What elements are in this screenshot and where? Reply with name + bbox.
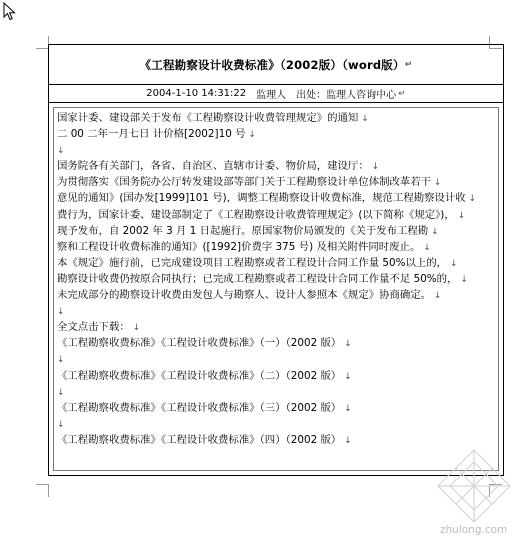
paragraph-mark: ↓ [341, 403, 352, 414]
body-line-text: 察和工程设计收费标准的通知》([1992]价费字 375 号) 及相关附件同时废止。 [57, 240, 421, 253]
crop-mark [36, 484, 49, 497]
body-line-text: 国务院各有关部门，各省、自治区、直辖市计委、物价局，建设厅： [57, 160, 369, 173]
document-table [48, 44, 504, 476]
blank-line [57, 416, 493, 432]
download-link[interactable] [57, 400, 493, 416]
body-line-text: 国家计委、建设部关于发布《工程勘察设计收费管理规定》的通知 [57, 112, 359, 124]
body-line-text: 《工程勘察收费标准》《工程设计收费标准》（四）（2002 版） [57, 433, 342, 446]
meta-date: 2004-1-10 14:31:22 [146, 88, 247, 99]
download-link[interactable] [57, 335, 493, 351]
download-link[interactable] [57, 368, 493, 384]
paragraph-mark: ↓ [57, 307, 65, 318]
body-line-text: 《工程勘察收费标准》《工程设计收费标准》（二）（2002 版） [57, 369, 342, 382]
body-line [57, 110, 493, 126]
paragraph-mark: ↓ [341, 371, 352, 382]
body-line-text: 勘察设计收费仍按原合同执行；已完成工程勘察或者工程设计合同工作量不足 50%的， [57, 272, 458, 285]
paragraph-mark: ↓ [57, 355, 65, 366]
paragraph-mark: ↓ [428, 226, 439, 237]
body-line-text: 全文点击下载： [57, 321, 130, 334]
document-title: 《工程勘察设计收费标准》（2002版）（word版） [139, 57, 405, 72]
document-title-row [49, 45, 503, 85]
body-line [57, 255, 493, 271]
body-line-text: 现予发布，自 2002 年 3 月 1 日起施行。原国家物价局颁发的《关于发布工程勘 [57, 224, 429, 237]
blank-line [57, 351, 493, 367]
body-line [57, 319, 493, 335]
zhulong-logo-icon [432, 446, 516, 554]
body-line-text: 意见的通知》(国办发[1999]101 号)，调整工程勘察设计收费标准，规范工程勘察设计收 [57, 192, 466, 205]
paragraph-mark: ↓ [420, 242, 431, 253]
paragraph-mark: ↓ [57, 419, 65, 430]
body-line [57, 271, 493, 287]
body-line [57, 174, 493, 190]
meta-supervisor: 监理人 [256, 90, 287, 101]
body-line-text: 未完成部分的勘察设计收费由发包人与勘察人、设计人参照本《规定》协商确定。 [57, 289, 432, 302]
paragraph-mark: ↓ [454, 210, 466, 221]
body-line-text: 为贯彻落实《国务院办公厅转发建设部等部门关于工程勘察设计单位体制改革若干 [57, 176, 432, 189]
meta-source: 出处：监理人咨询中心 [296, 90, 397, 101]
paragraph-mark: ↓ [431, 291, 442, 302]
body-line-text: 《工程勘察收费标准》《工程设计收费标准》（三）（2002 版） [57, 401, 342, 414]
paragraph-mark: ↓ [129, 323, 141, 334]
body-line [57, 190, 493, 206]
paragraph-mark: ↓ [368, 162, 380, 173]
paragraph-mark: ↓ [431, 178, 442, 189]
paragraph-mark: ↓ [341, 339, 352, 350]
paragraph-mark: ↓ [341, 435, 352, 446]
document-body-frame [53, 107, 499, 471]
body-line [57, 239, 493, 255]
body-line [57, 207, 493, 223]
body-line [57, 287, 493, 303]
document-body [57, 110, 493, 448]
download-link[interactable] [57, 432, 493, 448]
paragraph-mark: ↓ [245, 130, 256, 141]
paragraph-mark: ↵ [398, 88, 406, 99]
blank-line [57, 384, 493, 400]
body-line [57, 158, 493, 174]
body-line-text: 二 00 二年一月七日 计价格[2002]10 号 [57, 128, 246, 141]
paragraph-mark: ↓ [447, 258, 458, 269]
blank-line [57, 303, 493, 319]
body-line [57, 126, 493, 142]
body-line-text: 本《规定》施行前，已完成建设项目工程勘察或者工程设计合同工作量 50%以上的， [57, 256, 448, 269]
paragraph-mark: ↵ [404, 59, 413, 70]
paragraph-mark: ↓ [358, 114, 369, 124]
blank-line [57, 142, 493, 158]
paragraph-mark: ↓ [57, 146, 65, 157]
body-line [57, 223, 493, 239]
watermark-text: zhulong.com [440, 524, 508, 536]
paragraph-mark: ↓ [465, 194, 477, 205]
paragraph-mark: ↓ [57, 387, 65, 398]
arrow-cursor-icon [2, 2, 18, 22]
document-meta-row [49, 85, 503, 103]
body-line-text: 《工程勘察收费标准》《工程设计收费标准》（一）（2002 版） [57, 337, 342, 350]
body-line-text: 费行为，国家计委、建设部制定了《工程勘察设计收费管理规定》(以下简称《规定》)， [57, 208, 455, 221]
paragraph-mark: ↓ [457, 274, 468, 285]
